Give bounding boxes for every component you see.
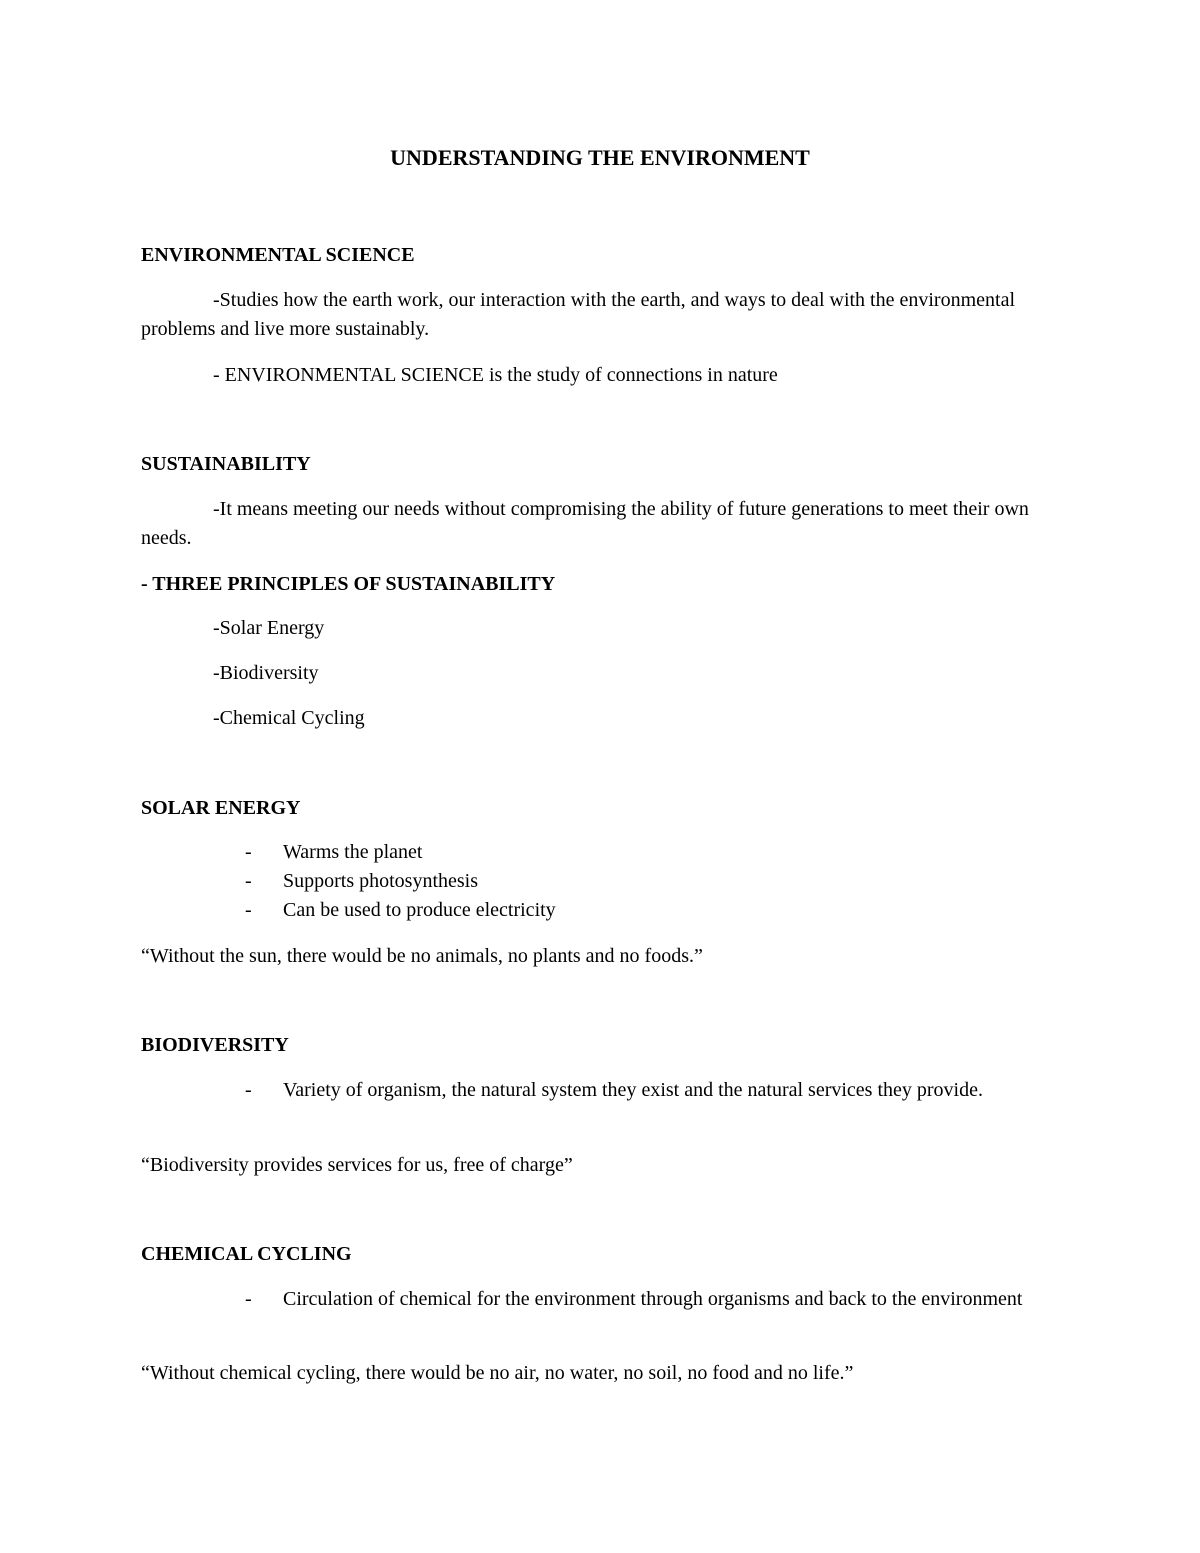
principle-item: -Solar Energy bbox=[213, 617, 325, 639]
chemical-cycling-heading: CHEMICAL CYCLING bbox=[141, 1243, 352, 1265]
list-item bbox=[245, 1285, 1043, 1314]
biodiversity-heading: BIODIVERSITY bbox=[141, 1034, 289, 1056]
solar-energy-list bbox=[245, 838, 556, 925]
list-item bbox=[245, 1076, 1043, 1105]
env-science-paragraph: -Studies how the earth work, our interaction with the earth, and ways to deal with the environmental problems and live more sustainably. bbox=[141, 289, 1016, 340]
env-science-definition: - ENVIRONMENTAL SCIENCE is the study of connections in nature bbox=[213, 364, 778, 386]
solar-energy-heading: SOLAR ENERGY bbox=[141, 797, 301, 819]
list-item-text: Variety of organism, the natural system they exist and the natural services they provide. bbox=[283, 1079, 983, 1101]
sustainability-heading: SUSTAINABILITY bbox=[141, 453, 311, 475]
env-science-heading: ENVIRONMENTAL SCIENCE bbox=[141, 244, 415, 266]
list-item-text: Supports photosynthesis bbox=[283, 870, 479, 892]
solar-energy-quote: “Without the sun, there would be no animals, no plants and no foods.” bbox=[141, 945, 703, 967]
biodiversity-quote: “Biodiversity provides services for us, free of charge” bbox=[141, 1154, 573, 1176]
dash-marker: - bbox=[245, 1079, 252, 1101]
principles-heading: - THREE PRINCIPLES OF SUSTAINABILITY bbox=[141, 573, 556, 595]
document-title: UNDERSTANDING THE ENVIRONMENT bbox=[390, 145, 810, 170]
biodiversity-list bbox=[245, 1076, 1043, 1105]
dash-marker: - bbox=[245, 841, 252, 863]
list-item-text: Can be used to produce electricity bbox=[283, 899, 556, 921]
list-item bbox=[245, 867, 556, 896]
list-item bbox=[245, 838, 556, 867]
principle-item: -Chemical Cycling bbox=[213, 707, 365, 729]
principle-item: -Biodiversity bbox=[213, 662, 319, 684]
dash-marker: - bbox=[245, 870, 252, 892]
list-item bbox=[245, 896, 556, 925]
sustainability-paragraph: -It means meeting our needs without compromising the ability of future generations to meet their own needs. bbox=[141, 498, 1029, 549]
dash-marker: - bbox=[245, 1288, 252, 1310]
list-item-text: Circulation of chemical for the environment through organisms and back to the environment bbox=[283, 1288, 1023, 1310]
chemical-cycling-list bbox=[245, 1285, 1043, 1314]
chemical-cycling-quote: “Without chemical cycling, there would be no air, no water, no soil, no food and no life.” bbox=[141, 1362, 854, 1384]
list-item-text: Warms the planet bbox=[283, 841, 423, 863]
dash-marker: - bbox=[245, 899, 252, 921]
